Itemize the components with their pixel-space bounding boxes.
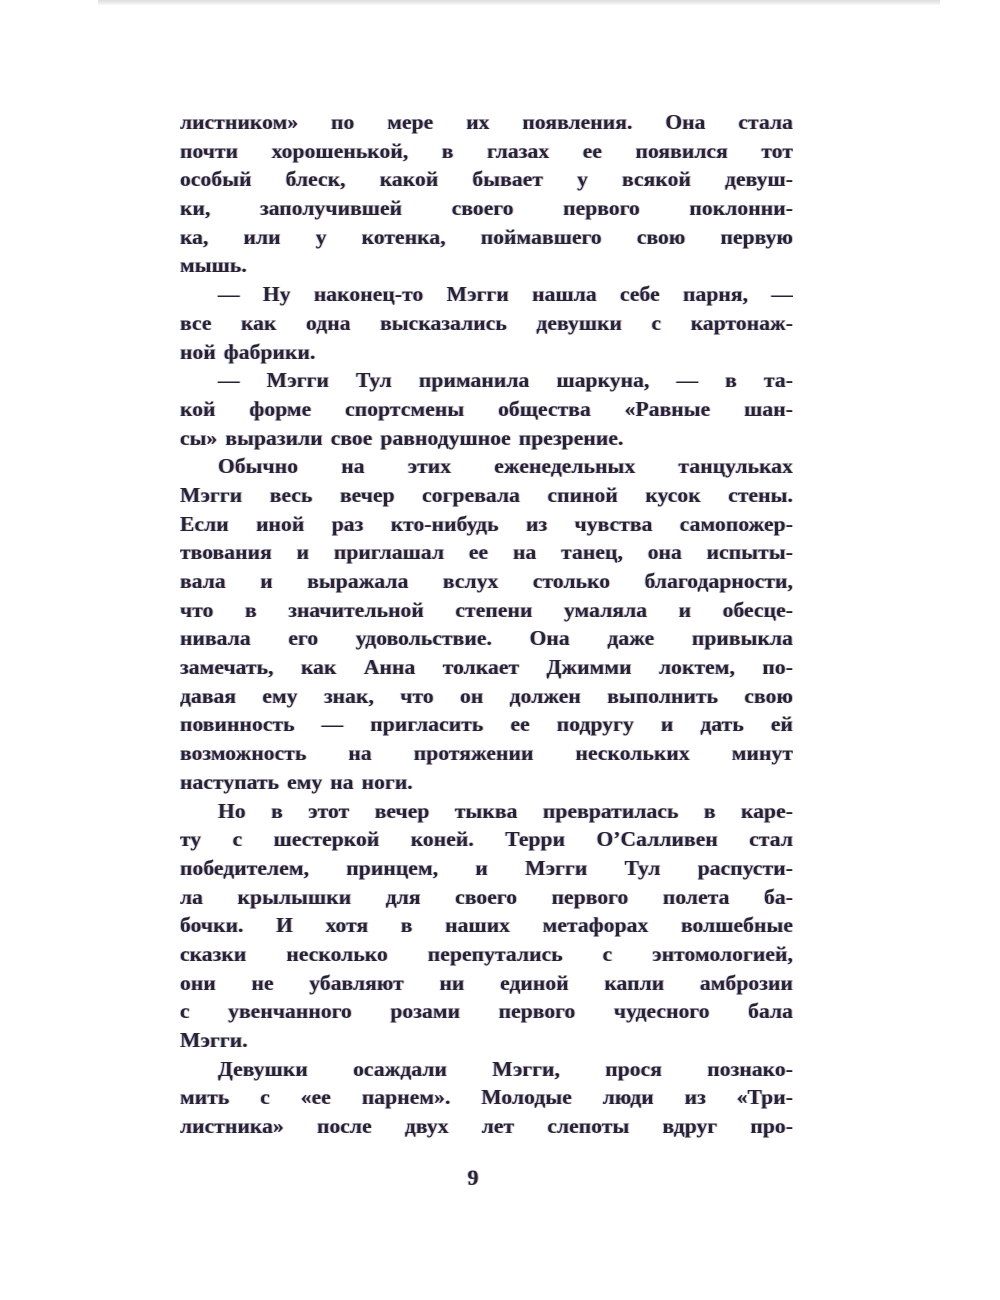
text-line: кой форме спортсмены общества «Равные шан- <box>180 396 793 421</box>
text-line: что в значительной степени умаляла и обесце- <box>180 597 793 622</box>
text-line: сы» выразили свое равнодушное презрение. <box>180 425 624 450</box>
text-line: победителем, принцем, и Мэгги Тул распусти- <box>180 855 793 880</box>
text-line: они не убавляют ни единой капли амброзии <box>180 970 793 995</box>
text-line: ка, или у котенка, поймавшего свою первую <box>180 224 793 249</box>
text-line: почти хорошенькой, в глазах ее появился тот <box>180 138 793 163</box>
page-edge-shadow <box>98 0 940 5</box>
text-line: вала и выражала вслух столько благодарности, <box>180 569 793 593</box>
body-text <box>180 108 793 1141</box>
text-line: повинность — пригласить ее подругу и дать ей <box>180 712 793 737</box>
text-line: мышь. <box>180 253 247 278</box>
text-line: Девушки осаждали Мэгги, прося познако- <box>218 1056 793 1081</box>
text-line: Мэгги. <box>180 1028 248 1052</box>
text-line: ки, заполучившей своего первого поклонни- <box>180 196 793 221</box>
text-line: мить с «ее парнем». Молодые люди из «Три- <box>180 1085 793 1110</box>
text-line: Если иной раз кто-нибудь из чувства самопожер- <box>180 511 793 536</box>
text-line: все как одна высказались девушки с картонаж- <box>180 310 793 335</box>
text-line: — Ну наконец-то Мэгги нашла себе парня, — <box>218 282 793 307</box>
text-line: наступать ему на ноги. <box>180 769 413 794</box>
text-line: твования и приглашал ее на танец, она испыты- <box>180 540 793 565</box>
text-line: ту с шестеркой коней. Терри О’Салливен стал <box>180 827 793 852</box>
text-line: с увенчанного розами первого чудесного бала <box>180 999 793 1024</box>
text-line: давая ему знак, что он должен выполнить свою <box>180 683 793 708</box>
text-line: нивала его удовольствие. Она даже привыкла <box>180 626 793 651</box>
text-line: возможность на протяжении нескольких минут <box>180 741 793 766</box>
text-line: Обычно на этих еженедельных танцульках <box>218 454 793 479</box>
text-line: особый блеск, какой бывает у всякой девуш- <box>180 167 793 192</box>
text-line: листника» после двух лет слепоты вдруг про- <box>180 1114 793 1139</box>
text-line: ла крылышки для своего первого полета ба- <box>180 884 793 909</box>
text-line: бочки. И хотя в наших метафорах волшебные <box>180 913 793 938</box>
text-line: сказки несколько перепутались с энтомологией, <box>180 941 793 966</box>
text-line: — Мэгги Тул приманила шаркуна, — в та- <box>218 368 793 393</box>
text-line: Но в этот вечер тыква превратилась в каре- <box>218 798 793 823</box>
text-line: листником» по мере их появления. Она стала <box>180 110 793 134</box>
text-line: ной фабрики. <box>180 339 316 364</box>
text-line: замечать, как Анна толкает Джимми локтем, по- <box>180 655 793 680</box>
page-number: 9 <box>467 1165 479 1190</box>
text-line: Мэгги весь вечер согревала спиной кусок стены. <box>180 482 793 507</box>
